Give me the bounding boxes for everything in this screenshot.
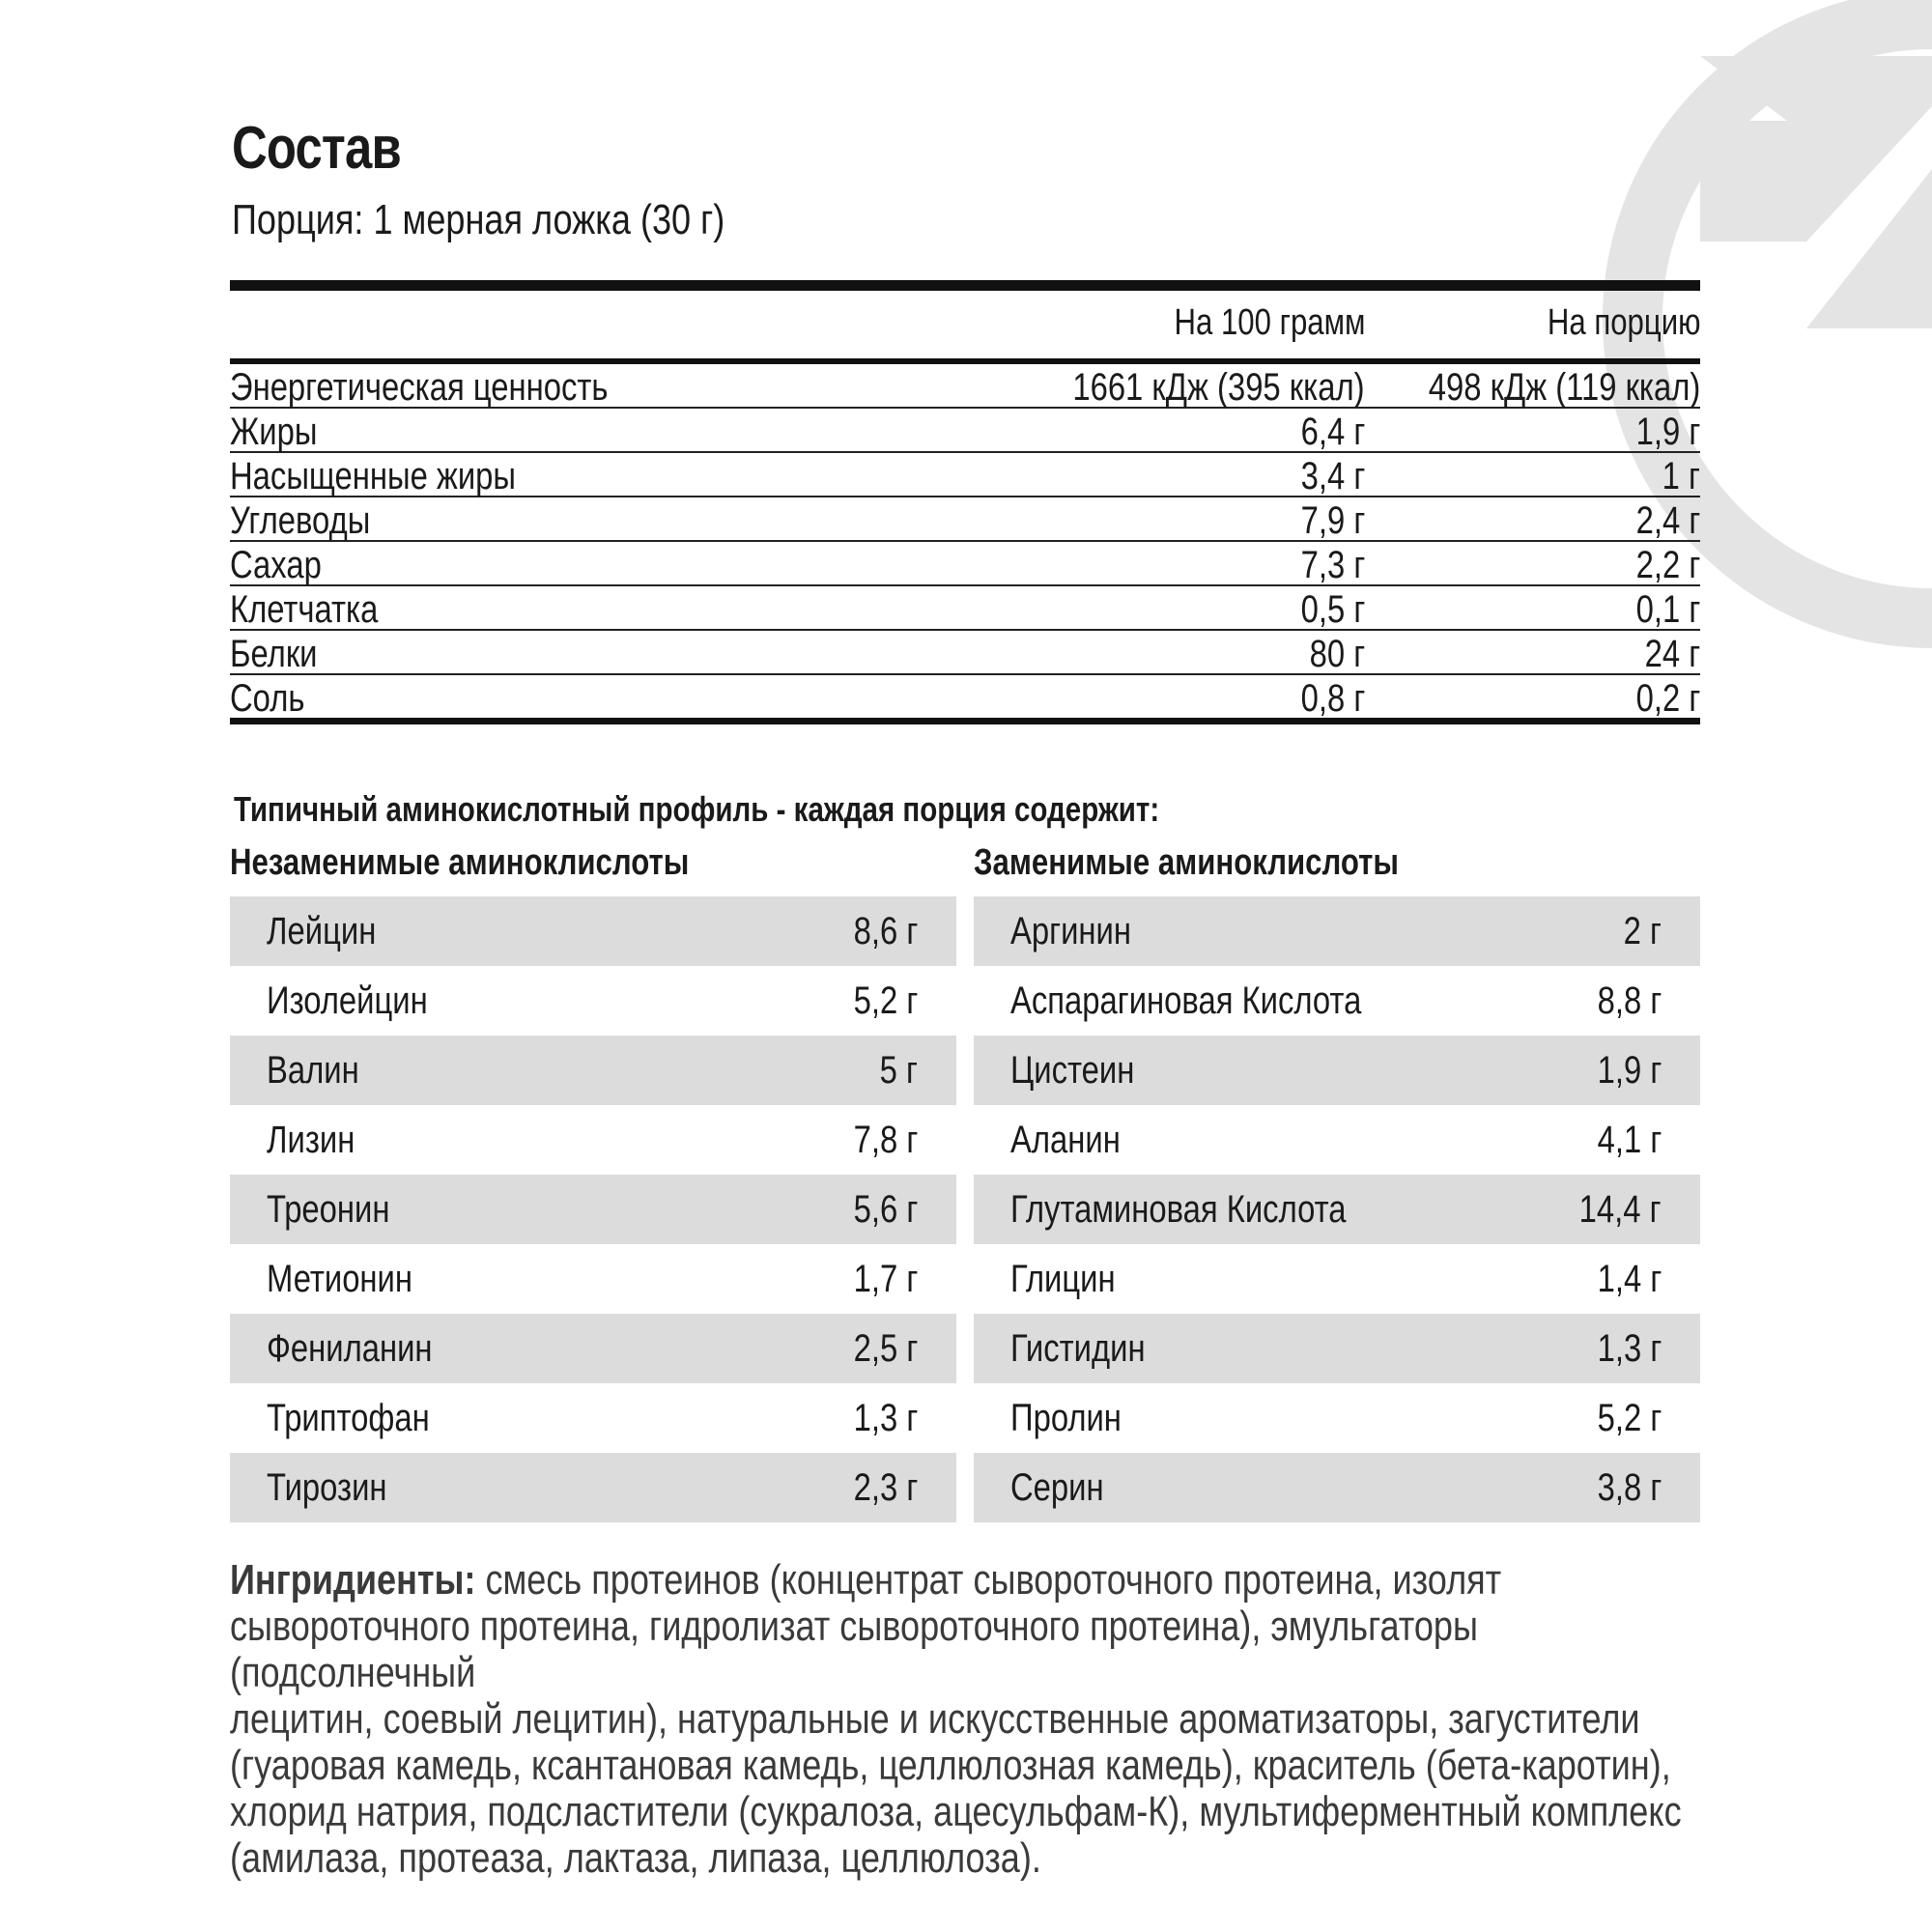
amino-row [230,1175,956,1244]
amino-row [974,1036,1700,1105]
nutrition-table [230,280,1700,724]
page-title: Состав [232,115,401,182]
nutrition-row [230,631,1700,675]
amino-name: Лизин [267,1119,355,1161]
serving-size: Порция: 1 мерная ложка (30 г) [232,196,725,243]
amino-value: 5,6 г [853,1188,918,1231]
amino-name: Аспарагиновая Кислота [1010,980,1362,1022]
amino-value: 5,2 г [853,980,918,1022]
nonessential-amino-heading: Заменимые аминоклислоты [974,842,1400,883]
amino-row [230,1314,956,1383]
amino-name: Аланин [1010,1119,1121,1161]
amino-value: 14,4 г [1579,1188,1662,1231]
nutrition-row [230,586,1700,631]
amino-row [230,1453,956,1522]
amino-row [230,1244,956,1314]
nonessential-amino-table [974,840,1700,1522]
amino-value: 2 г [1623,910,1662,952]
nutrient-name: Клетчатка [230,588,379,631]
amino-row [974,1314,1700,1383]
header-per-serving: На порцию [1547,302,1700,343]
ingredients-line: сывороточного протеина, гидролизат сывороточного протеина), эмульгаторы (подсолнечный [230,1603,1478,1696]
nutrient-name: Жиры [230,411,318,453]
value-per-100g: 7,9 г [1300,499,1365,542]
value-per-serving: 24 г [1644,633,1700,675]
nutrient-name: Сахар [230,544,322,586]
nutrient-name: Энергетическая ценность [230,366,609,409]
nutrition-row [230,675,1700,718]
amino-name: Гистидин [1010,1327,1146,1370]
amino-value: 2,3 г [853,1466,918,1509]
amino-value: 1,3 г [1597,1327,1662,1370]
value-per-100g: 80 г [1309,633,1365,675]
amino-row [974,1175,1700,1244]
amino-row [974,896,1700,966]
amino-value: 5 г [879,1049,918,1092]
ingredients-line: (амилаза, протеаза, лактаза, липаза, целлюлоза). [230,1834,1041,1882]
value-per-serving: 498 кДж (119 ккал) [1428,366,1700,409]
value-per-serving: 2,4 г [1635,499,1700,542]
amino-row [230,966,956,1036]
ingredients-line: хлорид натрия, подсластители (сукралоза, ацесульфам-К), мультиферментный комплекс [230,1788,1682,1835]
nutrition-row [230,497,1700,542]
nutrition-row [230,453,1700,497]
amino-row [974,966,1700,1036]
value-per-100g: 7,3 г [1300,544,1365,586]
essential-amino-rows [230,896,956,1522]
amino-row [230,1036,956,1105]
amino-row [974,1453,1700,1522]
table-bottom-rule [230,718,1700,724]
value-per-serving: 0,2 г [1635,677,1700,720]
ingredients-line: лецитин, соевый лецитин), натуральные и искусственные ароматизаторы, загустители [230,1695,1640,1743]
value-per-100g: 1661 кДж (395 ккал) [1072,366,1365,409]
amino-name: Метионин [267,1258,412,1300]
nutrient-name: Насыщенные жиры [230,455,517,497]
amino-value: 5,2 г [1597,1397,1662,1439]
amino-value: 3,8 г [1597,1466,1662,1509]
amino-name: Серин [1010,1466,1104,1509]
amino-row [974,1105,1700,1175]
ingredients-line: смесь протеинов (концентрат сывороточного протеина, изолят [475,1556,1502,1604]
nutrition-row [230,542,1700,586]
amino-value: 1,7 г [853,1258,918,1300]
amino-name: Аргинин [1010,910,1131,952]
amino-value: 2,5 г [853,1327,918,1370]
amino-value: 1,9 г [1597,1049,1662,1092]
amino-name: Тирозин [267,1466,387,1509]
ingredients-label: Ингридиенты: [230,1556,476,1604]
amino-value: 7,8 г [853,1119,918,1161]
amino-value: 1,4 г [1597,1258,1662,1300]
nutrient-name: Белки [230,633,318,675]
amino-value: 8,6 г [853,910,918,952]
ingredients-paragraph [230,1557,1703,1882]
amino-row [230,896,956,966]
amino-name: Валин [267,1049,359,1092]
amino-row [974,1383,1700,1453]
nutrition-rows [230,364,1700,718]
amino-name: Глицин [1010,1258,1116,1300]
value-per-serving: 2,2 г [1635,544,1700,586]
amino-name: Изолейцин [267,980,428,1022]
amino-name: Фениланин [267,1327,433,1370]
table-top-rule [230,280,1700,291]
nonessential-amino-rows [974,896,1700,1522]
amino-row [974,1244,1700,1314]
amino-value: 4,1 г [1597,1119,1662,1161]
value-per-100g: 0,5 г [1300,588,1365,631]
value-per-100g: 6,4 г [1300,411,1365,453]
value-per-100g: 0,8 г [1300,677,1365,720]
amino-name: Пролин [1010,1397,1122,1439]
amino-value: 1,3 г [853,1397,918,1439]
nutrient-name: Углеводы [230,499,371,542]
header-per-100g: На 100 грамм [1173,302,1365,343]
value-per-100g: 3,4 г [1300,455,1365,497]
value-per-serving: 1,9 г [1635,411,1700,453]
nutrition-row [230,364,1700,409]
amino-name: Лейцин [267,910,377,952]
value-per-serving: 1 г [1662,455,1700,497]
amino-name: Триптофан [267,1397,430,1439]
nutrition-row [230,409,1700,453]
amino-name: Цистеин [1010,1049,1135,1092]
amino-name: Глутаминовая Кислота [1010,1188,1347,1231]
essential-amino-heading: Незаменимые аминоклислоты [230,842,690,883]
amino-value: 8,8 г [1597,980,1662,1022]
amino-row [230,1383,956,1453]
essential-amino-table [230,840,956,1522]
amino-row [230,1105,956,1175]
value-per-serving: 0,1 г [1635,588,1700,631]
amino-profile-title: Типичный аминокислотный профиль - каждая порция содержит: [234,789,1160,829]
ingredients-line: (гуаровая камедь, ксантановая камедь, целлюлозная камедь), краситель (бета-каротин), [230,1742,1671,1789]
nutrient-name: Соль [230,677,305,720]
nutrition-header [230,291,1700,358]
amino-name: Треонин [267,1188,390,1231]
